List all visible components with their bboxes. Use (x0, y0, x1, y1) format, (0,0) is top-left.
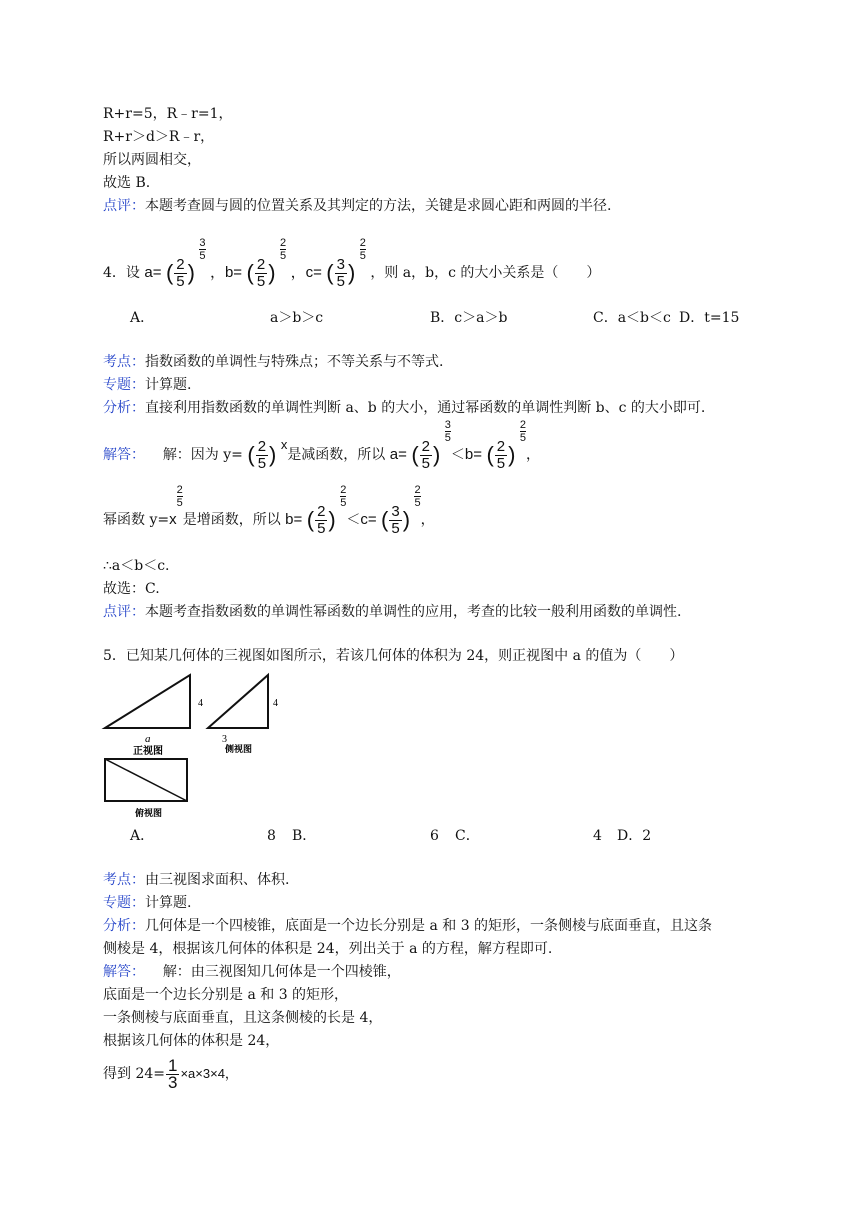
q4-comment: 点评：本题考查指数函数的单调性幂函数的单调性的应用，考查的比较一般利用函数的单调性. (103, 604, 682, 620)
exponent-x: x (280, 437, 288, 452)
comment-text: 本题考查圆与圆的位置关系及其判定的方法，关键是求圆心距和两圆的半径. (145, 198, 612, 214)
exponent: $\frac{2}{5}$ (414, 484, 421, 509)
q5-jieda-4: 根据该几何体的体积是 24， (103, 1033, 280, 1049)
svg-text:a: a (145, 733, 151, 745)
q5-option-c-letter: C． (455, 828, 480, 844)
prev-line-3: 所以两圆相交， (103, 152, 201, 168)
q5-zhuanti: 专题：计算题. (103, 895, 192, 911)
svg-text:3: 3 (222, 734, 227, 745)
var-a: a= (144, 264, 162, 281)
fraction: $\frac{2}{5}$ (317, 502, 326, 537)
q5-jieda: 解答： 解：由三视图知几何体是一个四棱锥， (103, 964, 401, 980)
q4-stem: 4．设 a= ( $\frac{2}{5}$ ) $\frac{3}{5}$ ，b= ( $\frac{2}{5}$ ) $\frac{2}{5}$ ，c= ( $\frac{3}{5}$ ) $\frac{2}{5}$ ，则 a，b，c 的大小关系是（ ） (103, 237, 601, 290)
prev-line-1: R+r=5，R﹣r=1， (103, 106, 233, 122)
q4-kaodian: 考点：指数函数的单调性与特殊点；不等关系与不等式. (103, 354, 444, 370)
kaodian-tag: 考点： (103, 872, 145, 888)
exponent: $\frac{2}{5}$ (359, 237, 366, 262)
q4-option-a: a＞b＞c (270, 310, 324, 326)
jieda-tag: 解答： (103, 964, 145, 980)
exponent: $\frac{2}{5}$ (519, 419, 527, 444)
fenxi-tag: 分析： (103, 918, 145, 934)
q5-jieda-3: 一条侧棱与底面垂直，且这条侧棱的长是 4， (103, 1010, 383, 1026)
q4-zhuanti: 专题：计算题. (103, 377, 192, 393)
svg-text:侧视图: 侧视图 (225, 745, 253, 755)
q5-kaodian: 考点：由三视图求面积、体积. (103, 872, 290, 888)
svg-text:正视图: 正视图 (133, 746, 163, 757)
q5-option-d: D．2 (617, 828, 652, 844)
fraction: $\frac{2}{5}$ (421, 437, 430, 472)
exponent: $\frac{2}{5}$ (340, 484, 347, 509)
q5-fenxi-2: 侧棱是 4，根据该几何体的体积是 24，列出关于 a 的方程，解方程即可. (103, 941, 553, 957)
q4-therefore: ∴a＜b＜c. (103, 558, 170, 574)
comment-tag: 点评： (103, 604, 145, 620)
q4-option-a-letter: A． (130, 310, 155, 326)
prev-line-4: 故选 B. (103, 175, 151, 191)
q4-option-b: B．c＞a＞b (430, 310, 508, 326)
q4-fenxi: 分析：直接利用指数函数的单调性判断 a、b 的大小，通过幂函数的单调性判断 b、c 的大小即可. (103, 400, 706, 416)
q5-fenxi: 分析：几何体是一个四棱锥，底面是一个边长分别是 a 和 3 的矩形，一条侧棱与底面垂直，且这条 (103, 918, 713, 934)
q4-choose: 故选：C. (103, 581, 160, 597)
var-b: ，b= (209, 264, 243, 281)
zhuanti-tag: 专题： (103, 377, 145, 393)
q5-jieda-2: 底面是一个边长分别是 a 和 3 的矩形， (103, 987, 349, 1003)
q5-option-b: 6 (430, 828, 439, 844)
exponent: $\frac{2}{5}$ (279, 237, 287, 262)
svg-text:4: 4 (273, 698, 278, 709)
fraction: $\frac{3}{5}$ (336, 255, 345, 290)
fenxi-tag: 分析： (103, 400, 145, 416)
q4-option-c: C．a＜b＜c (593, 310, 671, 326)
fraction: $\frac{2}{5}$ (257, 437, 267, 472)
prev-line-2: R+r＞d＞R﹣r， (103, 129, 215, 145)
svg-text:4: 4 (198, 698, 203, 709)
q5-option-c: 4 (593, 828, 602, 844)
q4-stem-tail: ，则 a，b，c 的大小关系是（ ） (370, 265, 601, 281)
exponent: $\frac{2}{5}$ (176, 484, 183, 509)
q5-stem: 5．已知某几何体的三视图如图所示，若该几何体的体积为 24，则正视图中 a 的值为（ ） (103, 648, 684, 664)
q4-jieda-line-1: 解答： 解：因为 y= ( $\frac{2}{5}$ ) x是减函数，所以 a= ( $\frac{2}{5}$ ) $\frac{3}{5}$ ＜b= ( $\frac{2}{5}$ ) $\frac{2}{5}$ ， (103, 419, 541, 472)
fraction: $\frac{2}{5}$ (176, 255, 185, 290)
fraction: $\frac{2}{5}$ (256, 255, 266, 290)
comment-tag: 点评： (103, 198, 145, 214)
var-c: ，c= (290, 264, 322, 281)
q5-option-a-letter: A． (130, 828, 155, 844)
q4-number: 4．设 (103, 265, 140, 281)
prev-comment (103, 196, 611, 216)
exponent: $\frac{3}{5}$ (199, 237, 206, 262)
zhuanti-tag: 专题： (103, 895, 145, 911)
svg-text:俯视图: 俯视图 (135, 809, 163, 819)
q5-jieda-5: 得到 24= $\frac{1}{3}$ ×a×3×4， (103, 1055, 238, 1092)
front-view (105, 675, 203, 757)
jieda-tag: 解答： (103, 447, 145, 463)
top-view (105, 759, 187, 819)
q4-jieda-line-2: 幂函数 y=x $\frac{2}{5}$ 是增函数，所以 b= ( $\frac{2}{5}$ ) $\frac{2}{5}$ ＜c= ( $\frac{3}{5}$ ) $\frac{2}{5}$ ， (103, 484, 435, 537)
exponent: $\frac{3}{5}$ (444, 419, 451, 444)
side-view (208, 675, 278, 755)
q5-option-b-letter: B． (292, 828, 317, 844)
kaodian-tag: 考点： (103, 354, 145, 370)
fraction-one-third: $\frac{1}{3}$ (168, 1055, 178, 1092)
fraction: $\frac{2}{5}$ (496, 437, 506, 472)
q4-option-d: D．t=15 (679, 310, 740, 326)
q5-option-a: 8 (267, 828, 276, 844)
three-view-figure (100, 670, 290, 820)
fraction: $\frac{3}{5}$ (391, 502, 400, 537)
